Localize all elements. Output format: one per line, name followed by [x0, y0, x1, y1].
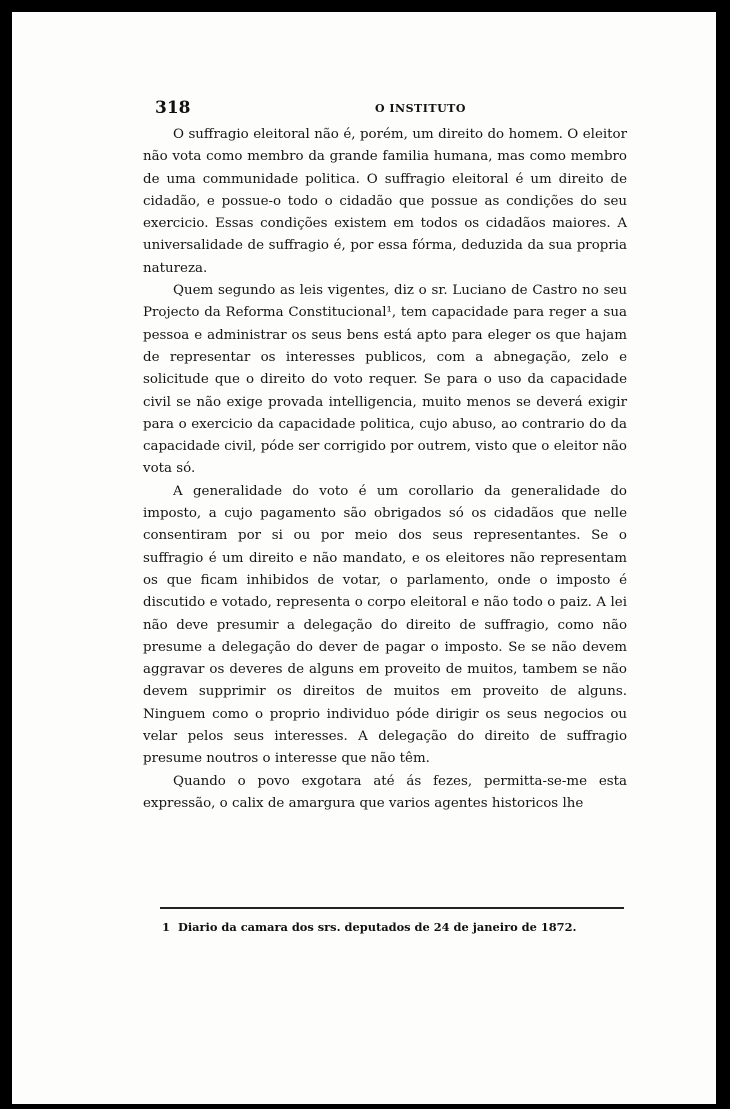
body-text: [143, 124, 627, 815]
footnote-divider: [160, 907, 624, 909]
page-header: [155, 98, 645, 122]
paragraph: A generalidade do voto é um corollario da generalidade do imposto, a cujo pagamento são obrigados só os cidadãos que nelle consentiram por si ou por meio dos seus representantes. Se o suffragio é um direito e não mandato, e os eleitores não representam os que ficam inhibidos de votar, o parlamento, onde o imposto é discutido e votado, representa o corpo eleitoral e não todo o paiz. A lei não deve presumir a delegação do direito de suffragio, como não presume a delegação do dever de pagar o imposto. Se se não devem aggravar os deveres de alguns em proveito de muitos, tambem se não devem supprimir os direitos de muitos em proveito de alguns. Ninguem como o proprio individuo póde dirigir os seus negocios ou velar pelos seus interesses. A delegação do direito de suffragio presume noutros o interesse que não têm.: [143, 483, 627, 767]
footnote-marker: 1: [162, 920, 170, 934]
footnote: [162, 920, 632, 934]
paragraph: O suffragio eleitoral não é, porém, um direito do homem. O eleitor não vota como membro da grande familia humana, mas como membro de uma communidade politica. O suffragio eleitoral é um direito de cidadão, e possue-o todo o cidadão que possue as condições do seu exercicio. Essas condições existem em todos os cidadãos maiores. A universalidade de suffragio é, por essa fórma, deduzida da sua propria natureza.: [143, 127, 627, 276]
paragraph: Quem segundo as leis vigentes, diz o sr. Luciano de Castro no seu Projecto da Reforma Constitucional¹, tem capacidade para reger a sua pessoa e administrar os seus bens está apto para eleger os que hajam de representar os interesses publicos, com a abnegação, zelo e solicitude que o direito do voto requer. Se para o uso da capacidade civil se não exige provada intelligencia, muito menos se deverá exigir para o exercicio da capacidade politica, cujo abuso, ao contrario do da capacidade civil, póde ser corrigido por outrem, visto que o eleitor não vota só.: [143, 283, 627, 477]
footnote-text: Diario da camara dos srs. deputados de 24 de janeiro de 1872.: [177, 920, 577, 934]
paragraph: Quando o povo exgotara até ás fezes, permitta-se-me esta expressão, o calix de amargura que varios agentes historicos lhe: [143, 773, 627, 811]
running-title: O INSTITUTO: [375, 102, 466, 115]
page-number: 318: [155, 98, 191, 118]
